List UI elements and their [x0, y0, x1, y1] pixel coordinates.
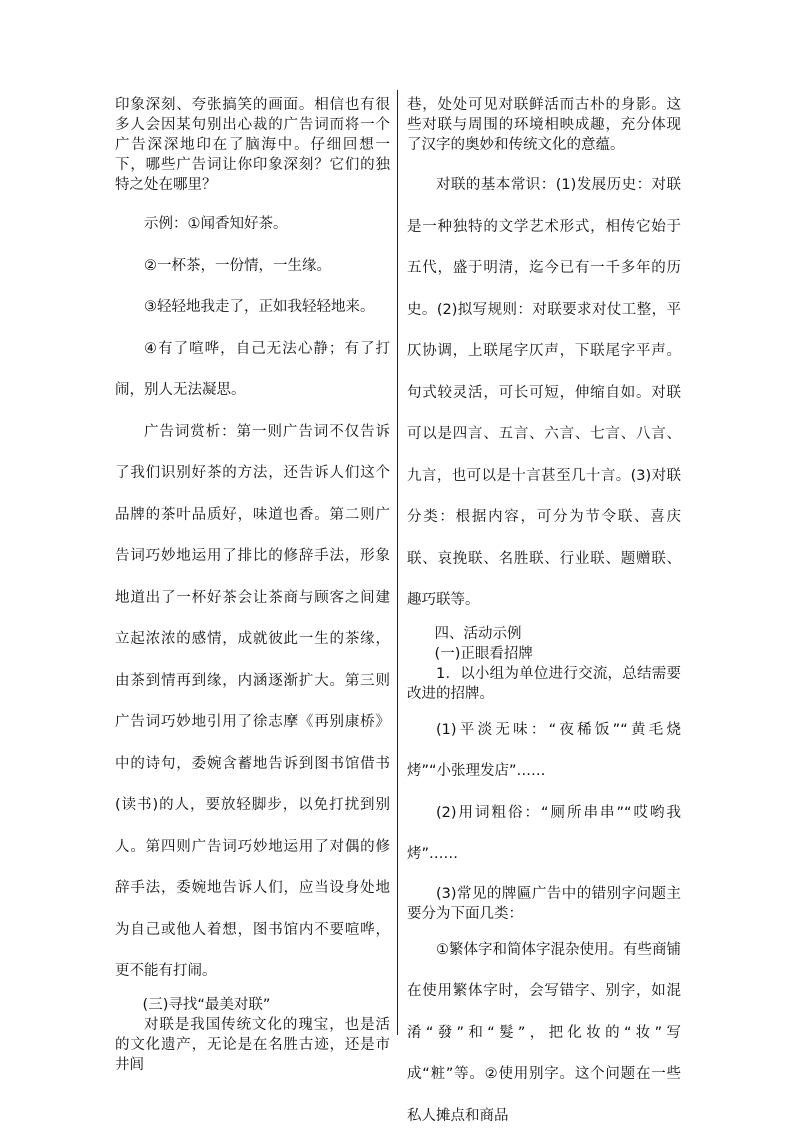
right-column: [407, 96, 681, 1137]
continued-paragraph: 巷，处处可见对联鲜活而古朴的身影。这些对联与周围的环境相映成趣，充分体现了汉字的奥妙和传统文化的意蕴。: [407, 95, 681, 155]
section-4-title: 四、活动示例: [407, 624, 681, 644]
example-3: ③轻轻地我走了，正如我轻轻地来。: [115, 287, 390, 329]
subsection-1-title: (一)正眼看招牌: [407, 644, 681, 664]
section-3-text: 对联是我国传统文化的瑰宝，也是活的文化遗产，无论是在名胜古迹，还是市井闾: [115, 1015, 390, 1075]
left-column: [115, 96, 390, 1075]
analysis-paragraph: 广告词赏析：第一则广告词不仅告诉了我们识别好茶的方法，还告诉人们这个品牌的茶叶品质好，味道也香。第二则广告词巧妙地运用了排比的修辞手法，形象地道出了一杯好茶会让茶商与顾客之间建立起浓浓的感情，成就彼此一生的茶缘，由茶到情再到缘，内涵逐渐扩大。第三则广告词巧妙地引用了徐志摩《再别康桥》中的诗句，委婉含蓄地告诉到图书馆借书(读书)的人，要放轻脚步，以免打扰到别人。第四则广告词巧妙地运用了对偶的修辞手法，委婉地告诉人们，应当设身处地为自己或他人着想，图书馆内不要喧哗，更不能有打闹。: [115, 412, 390, 993]
column-divider: [397, 90, 398, 1035]
point-4: ①繁体字和简体字混杂使用。有些商铺在使用繁体字时，会写错字、别字，如混淆“發”和“髮”，把化妆的“妆”写成“粧”等。②使用别字。这个问题在一些私人摊点和商品: [407, 930, 681, 1137]
example-4: ④有了喧哗，自己无法心静；有了打闹，别人无法凝思。: [115, 329, 390, 412]
point-3: (3)常见的牌匾广告中的错别字问题主要分为下面几类：: [407, 884, 681, 924]
couplet-basics: 对联的基本常识：(1)发展历史：对联是一种独特的文学艺术形式，相传它始于五代，盛于明清，迄今已有一千多年的历史。(2)拟写规则：对联要求对仗工整，平仄协调，上联尾字仄声，下联尾字平声。句式较灵活，可长可短，伸缩自如。对联可以是四言、五言、六言、七言、八言、九言，也可以是十言甚至几十言。(3)对联分类：根据内容，可分为节令联、喜庆联、哀挽联、名胜联、行业联、题赠联、趣巧联等。: [407, 165, 681, 622]
point-1: (1)平淡无味：“夜稀饭”“黄毛烧烤”“小张理发店”……: [407, 710, 681, 793]
point-2: (2)用词粗俗：“厕所串串”“哎哟我烤”……: [407, 793, 681, 876]
intro-paragraph: 印象深刻、夸张搞笑的画面。相信也有很多人会因某句别出心裁的广告词而将一个广告深深地印在了脑海中。仔细回想一下，哪些广告词让你印象深刻？它们的独特之处在哪里？: [115, 95, 390, 195]
example-1: 示例：①闻香知好茶。: [115, 204, 390, 246]
section-3-title: (三)寻找“最美对联”: [115, 995, 390, 1015]
task-1: 1．以小组为单位进行交流，总结需要改进的招牌。: [407, 664, 681, 704]
example-2: ②一杯茶，一份情，一生缘。: [115, 246, 390, 288]
